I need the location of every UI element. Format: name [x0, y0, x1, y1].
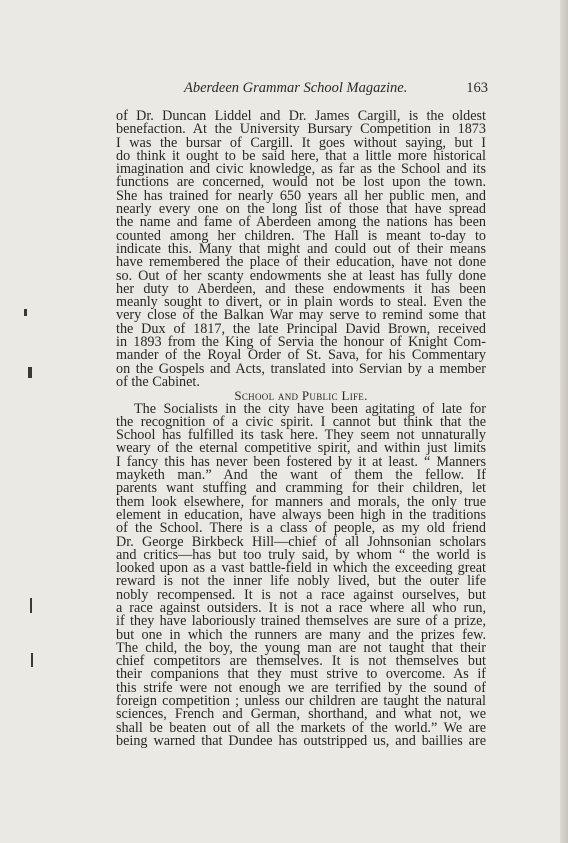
text-line: their companions that they must strive to overcome. As if [116, 666, 486, 683]
text-line: have remembered the place of their education, have not done [116, 254, 486, 271]
margin-mark [30, 598, 32, 613]
text-line: of the School. There is a class of people, as my old friend [116, 520, 486, 537]
text-line: The child, the boy, the young man are not taught that their [116, 639, 486, 656]
text-line: mayketh man.” And the want of them the fellow. If [116, 467, 486, 484]
text-line: chief competitors are themselves. It is not themselves but [116, 653, 486, 670]
text-line: looked upon as a vast battle-field in which the exceeding great [116, 560, 486, 577]
text-line: functions are concerned, would not be lost upon the town. [116, 174, 486, 191]
text-line: Dr. George Birkbeck Hill—chief of all Johnsonian scholars [116, 533, 486, 550]
text-line: her duty to Aberdeen, and these endowments it has been [116, 280, 486, 297]
section-heading: School and Public Life. [234, 388, 368, 404]
text-line: on the Gospels and Acts, translated into Servian by a member [116, 360, 486, 377]
paragraph-1 [116, 110, 486, 389]
text-line: and critics—has but too truly said, by whom “ the world is [116, 546, 486, 563]
text-line: so. Out of her scanty endowments she at least has fully done [116, 267, 486, 284]
text-line: counted among her children. The Hall is meant to-day to [116, 227, 486, 244]
text-line: very close of the Balkan War may serve to remind some that [116, 307, 486, 324]
text-line: them look elsewhere, for manners and morals, the only true [116, 493, 486, 510]
text-line: nearly every one on the long list of those that have spread [116, 201, 486, 218]
text-line: The Socialists in the city have been agitating of late for [134, 400, 486, 417]
text-line: parents want stuffing and cramming for their children, let [116, 480, 486, 497]
text-line: I fancy this has never been fostered by it at least. “ Manners [116, 453, 486, 470]
text-line: the Dux of 1817, the late Principal David Brown, received [116, 320, 486, 337]
text-line: imagination and civic knowledge, as far as the School and its [116, 161, 486, 178]
body-text [116, 110, 486, 748]
text-line: weary of the eternal competitive spirit, and within just limits [116, 440, 486, 457]
margin-mark [24, 309, 27, 316]
margin-mark [31, 653, 33, 667]
page-number: 163 [466, 80, 488, 96]
text-line: benefaction. At the University Bursary Competition in 1873 [116, 121, 486, 138]
text-line: indicate this. Many that might and could out of their means [116, 240, 486, 257]
text-line: the name and fame of Aberdeen among the nations has been [116, 214, 486, 231]
text-line: foreign competition ; unless our children are taught the natural [116, 693, 486, 710]
text-line: meanly sought to divert, or in plain words to steal. Even the [116, 294, 486, 311]
text-line: nobly recompensed. It is not a race against ourselves, but [116, 586, 486, 603]
text-line: this strife were not enough we are terrified by the sound of [116, 679, 486, 696]
margin-mark [28, 367, 32, 378]
text-line: do think it ought to be said here, that a little more historical [116, 147, 486, 164]
text-line: in 1893 from the King of Servia the honour of Knight Com- [116, 334, 486, 351]
page-spine-shadow [560, 0, 568, 843]
text-line: She has trained for nearly 650 years all her public men, and [116, 187, 486, 204]
text-line: a race against outsiders. It is not a race where all who run, [116, 599, 486, 616]
text-line: if they have laboriously trained themselves are sure of a prize, [116, 613, 486, 630]
text-line: shall be beaten out of all the markets of the world.” We are [116, 719, 486, 736]
text-line: sciences, French and German, shorthand, and what not, we [116, 706, 486, 723]
running-title: Aberdeen Grammar School Magazine. [184, 80, 408, 96]
text-line: School has fulfilled its task here. They seem not unnaturally [116, 427, 486, 444]
text-line: being warned that Dundee has outstripped us, and baillies are [116, 732, 486, 749]
text-line: of Dr. Duncan Liddel and Dr. James Cargill, is the oldest [116, 108, 486, 124]
text-line: of the Cabinet. [116, 373, 200, 390]
text-line: I was the bursar of Cargill. It goes without saying, but I [116, 134, 486, 151]
paragraph-2 [116, 400, 486, 749]
text-line: but one in which the runners are many and the prizes few. [116, 626, 486, 643]
page-header [184, 80, 488, 100]
text-line: element in education, have always been high in the traditions [116, 506, 486, 523]
text-line: mander of the Royal Order of St. Sava, for his Commentary [116, 347, 486, 364]
text-line: the recognition of a civic spirit. I cannot but think that the [116, 413, 486, 430]
text-line: reward is not the inner life nobly lived, but the outer life [116, 573, 486, 590]
